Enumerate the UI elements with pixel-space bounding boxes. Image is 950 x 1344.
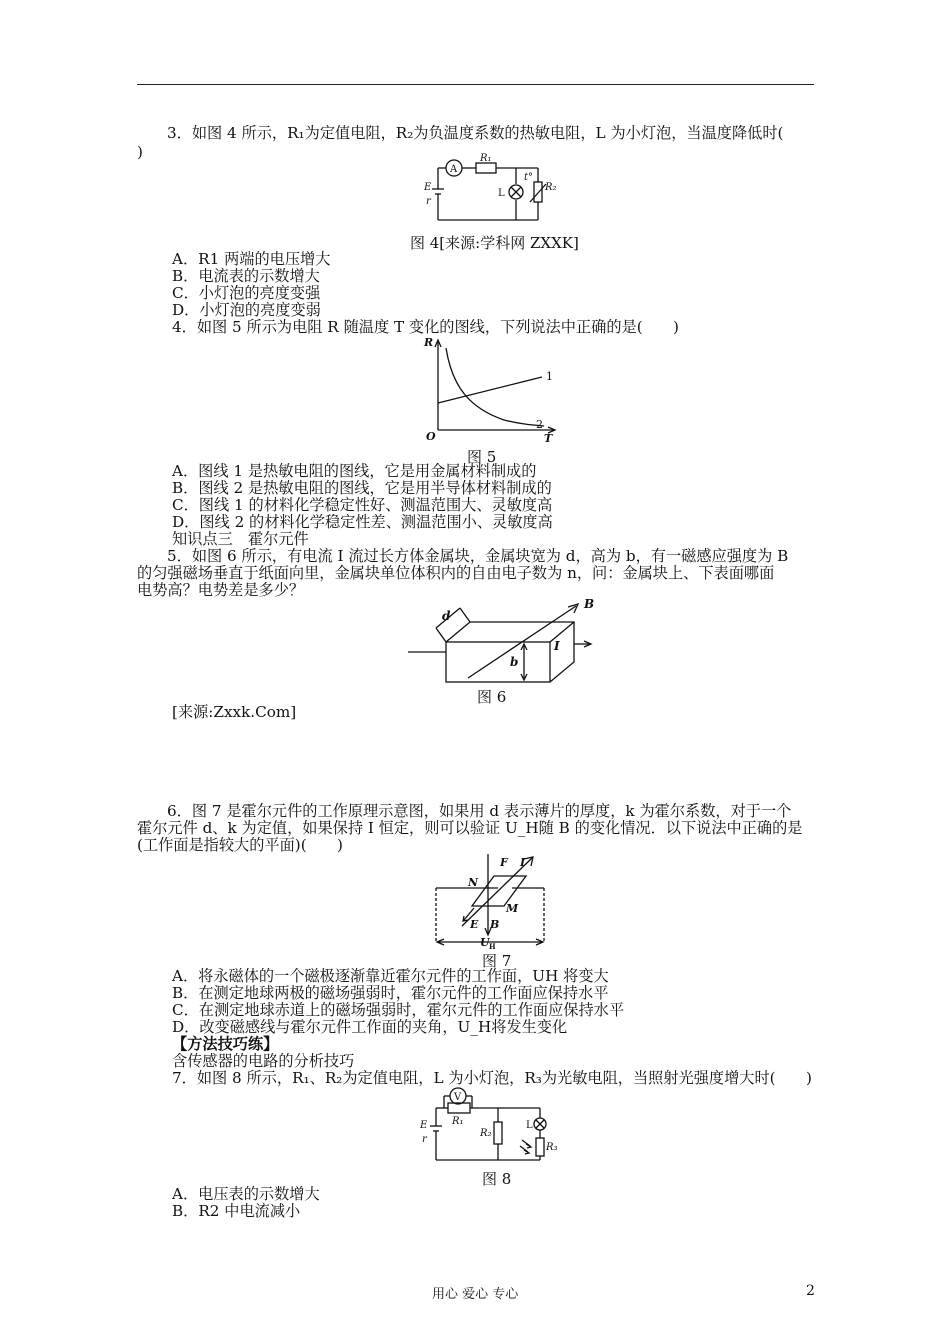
- fig7-n-label: N: [468, 876, 479, 889]
- figure-4-caption: 图 4[来源:学科网 ZXXK]: [410, 234, 579, 252]
- fig8-r-label: r: [422, 1134, 427, 1145]
- q3-option-d: D．小灯泡的亮度变弱: [172, 301, 321, 319]
- fig6-d-label: d: [442, 609, 451, 623]
- fig8-r2-label: R₂: [480, 1128, 492, 1139]
- footer-motto: 用心 爱心 专心: [432, 1287, 519, 1302]
- fig4-r-label: r: [426, 196, 431, 207]
- method-title: 【方法技巧练】: [172, 1035, 279, 1053]
- q5-source-note: [来源:Zxxk.Com]: [172, 703, 297, 721]
- fig6-i-label: I: [554, 639, 560, 653]
- q4-option-b: B．图线 2 是热敏电阻的图线，它是用半导体材料制成的: [172, 479, 552, 497]
- q5-stem-line1: 5．如图 6 所示，有电流 I 流过长方体金属块，金属块宽为 d，高为 b，有一磁感应强度为 B: [167, 547, 789, 565]
- r2-resistor: [494, 1122, 502, 1144]
- figure-8-caption: 图 8: [482, 1170, 512, 1188]
- r3-photoresistor: [536, 1138, 544, 1156]
- q5-stem-line2: 的匀强磁场垂直于纸面向里，金属块单位体积内的自由电子数为 n，问：金属块上、下表面哪面: [137, 564, 775, 582]
- fig8-voltmeter-label: V: [454, 1092, 462, 1103]
- fig6-b-field-label: B: [584, 597, 595, 611]
- q6-stem-line3: (工作面是指较大的平面)( ): [137, 836, 343, 854]
- page-number: 2: [806, 1283, 815, 1299]
- fig4-l-label: L: [498, 188, 505, 199]
- fig6-b-label: b: [510, 655, 519, 669]
- figure-6-caption: 图 6: [477, 688, 507, 706]
- fig4-t-label: t°: [524, 172, 534, 183]
- fig4-r2-label: R₂: [545, 182, 557, 193]
- q5-stem-line3: 电势高？电势差是多少？: [137, 581, 305, 599]
- fig8-e-label: E: [420, 1120, 428, 1131]
- graph-line-2: [446, 348, 544, 426]
- q6-stem-line1: 6．图 7 是霍尔元件的工作原理示意图，如果用 d 表示薄片的厚度，k 为霍尔系数，对于一个: [167, 802, 792, 820]
- fig8-r1-label: R₁: [452, 1116, 464, 1127]
- q4-option-d: D．图线 2 的材料化学稳定性差、测温范围小、灵敏度高: [172, 513, 553, 531]
- fig8-l-label: L: [526, 1120, 533, 1131]
- figure-5-graph: [424, 336, 564, 444]
- q6-stem-line2: 霍尔元件 d、k 为定值，如果保持 I 恒定，则可以验证 U_H随 B 的变化情况．以下说法中正确的是: [137, 819, 803, 837]
- fig5-y-label: R: [424, 336, 434, 349]
- q4-option-c: C．图线 1 的材料化学稳定性好、测温范围大、灵敏度高: [172, 496, 553, 514]
- figure-7-caption: 图 7: [482, 952, 512, 970]
- r1-resistor: [476, 163, 496, 173]
- figure-8-circuit: [414, 1086, 564, 1166]
- figure-5-caption: 图 5: [467, 448, 497, 466]
- q7-stem: 7．如图 8 所示，R₁、R₂为定值电阻，L 为小灯泡，R₃为光敏电阻，当照射光强度增大时( ): [172, 1069, 812, 1087]
- q7-option-b: B．R2 中电流减小: [172, 1202, 301, 1220]
- fig5-x-label: T: [544, 432, 553, 445]
- q3-option-a: A．R1 两端的电压增大: [172, 250, 331, 268]
- q3-stem-line2: ): [137, 143, 143, 161]
- figure-6-metal-block: [408, 598, 594, 684]
- fig7-f-label: F: [500, 856, 508, 869]
- q4-option-a: A．图线 1 是热敏电阻的图线，它是用金属材料制成的: [172, 462, 537, 480]
- q6-option-b: B．在测定地球两极的磁场强弱时，霍尔元件的工作面应保持水平: [172, 984, 609, 1002]
- fig8-r3-label: R₃: [546, 1142, 558, 1153]
- q3-option-c: C．小灯泡的亮度变强: [172, 284, 321, 302]
- fig7-u-label: U: [480, 936, 490, 949]
- fig7-b-label: B: [490, 918, 500, 931]
- fig5-line1-label: 1: [546, 370, 553, 383]
- method-subtitle: 含传感器的电路的分析技巧: [172, 1052, 355, 1070]
- figure-7-hall-element: [432, 854, 550, 950]
- fig5-line2-label: 2: [536, 418, 543, 431]
- fig4-e-label: E: [424, 182, 432, 193]
- q3-option-b: B．电流表的示数增大: [172, 267, 320, 285]
- q6-option-a: A．将永磁体的一个磁极逐渐靠近霍尔元件的工作面，UH 将变大: [172, 967, 609, 985]
- fig5-origin-label: O: [426, 430, 436, 443]
- fig7-m-label: M: [506, 902, 519, 915]
- fig4-r1-label: R₁: [480, 153, 492, 164]
- fig4-ammeter-label: A: [450, 164, 458, 175]
- q6-option-d: D．改变磁感线与霍尔元件工作面的夹角，U_H将发生变化: [172, 1018, 568, 1036]
- graph-line-1: [438, 377, 542, 403]
- fig7-i-label: I: [520, 856, 526, 869]
- q3-stem-line1: 3．如图 4 所示，R₁为定值电阻，R₂为负温度系数的热敏电阻，L 为小灯泡，当温度降低时(: [167, 124, 784, 142]
- figure-4-circuit: [420, 153, 570, 228]
- header-rule: [137, 84, 814, 85]
- q4-stem: 4．如图 5 所示为电阻 R 随温度 T 变化的图线，下列说法中正确的是( ): [172, 318, 679, 336]
- q7-option-a: A．电压表的示数增大: [172, 1185, 320, 1203]
- fig7-u-subscript: H: [489, 942, 496, 951]
- q6-option-c: C．在测定地球赤道上的磁场强弱时，霍尔元件的工作面应保持水平: [172, 1001, 625, 1019]
- section-heading: 知识点三 霍尔元件: [172, 530, 309, 548]
- fig7-e-label: E: [470, 918, 479, 931]
- r2-thermistor: [534, 182, 542, 202]
